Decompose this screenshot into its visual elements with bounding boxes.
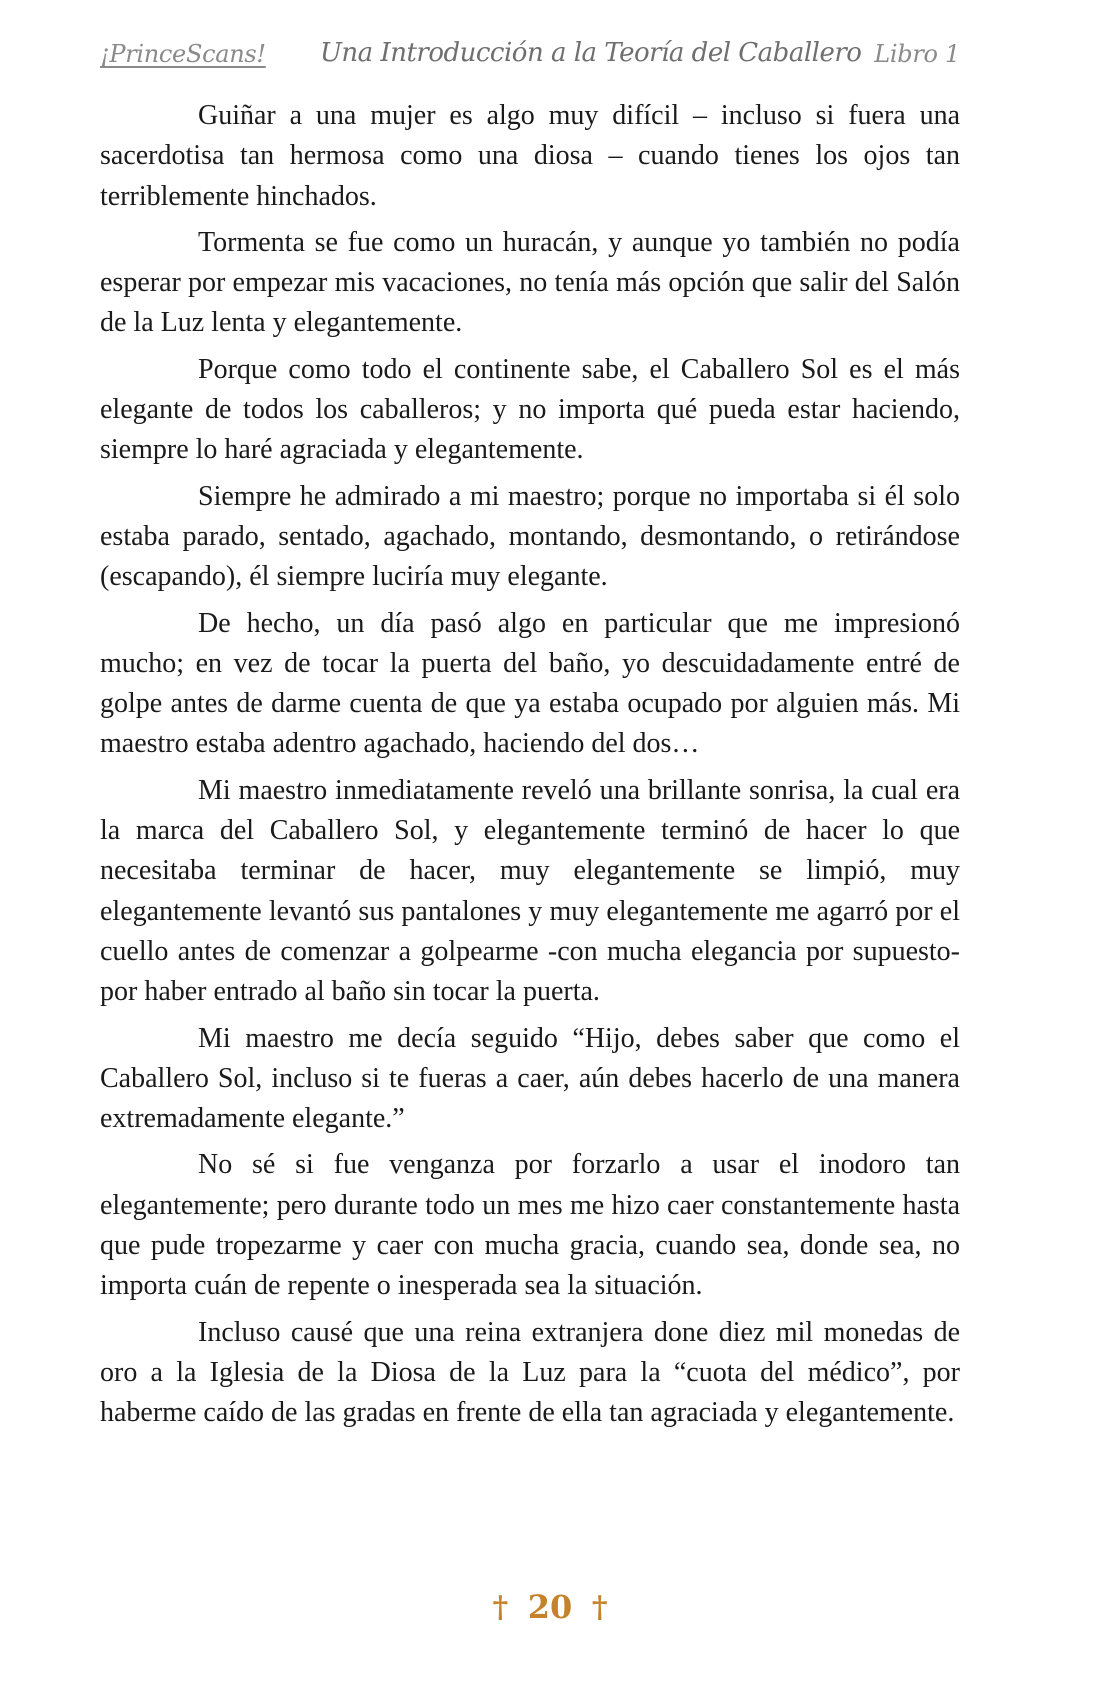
volume-label: Libro 1 (874, 40, 960, 68)
paragraph: Siempre he admirado a mi maestro; porque no importaba si él solo estaba parado, sentado, agachado, montando, desmontando, o retirándose (escapando), él siempre luciría muy elegante. (100, 480, 960, 593)
dagger-ornament-left-icon: † (492, 1589, 509, 1625)
paragraph: Guiñar a una mujer es algo muy difícil – incluso si fuera una sacerdotisa tan hermosa como una diosa – cuando tienes los ojos tan terriblemente hinchados. (100, 100, 960, 212)
book-title: Una Introducción a la Teoría del Caballero (320, 38, 862, 68)
paragraph: Mi maestro me decía seguido “Hijo, debes saber que como el Caballero Sol, incluso si te fueras a caer, aún debes hacerlo de una manera extremadamente elegante.” (100, 1022, 960, 1135)
paragraph: Tormenta se fue como un huracán, y aunque yo también no podía esperar por empezar mis vacaciones, no tenía más opción que salir del Salón de la Luz lenta y elegantemente. (100, 226, 960, 339)
paragraph: No sé si fue venganza por forzarlo a usar el inodoro tan elegantemente; pero durante todo un mes me hizo caer constantemente hasta que pude tropezarme y caer con mucha gracia, cuando sea, donde sea, no importa cuán de repente o inesperada sea la situación. (100, 1149, 960, 1302)
chapter-body (100, 96, 960, 1440)
page-header (100, 34, 960, 74)
paragraph: Porque como todo el continente sabe, el Caballero Sol es el más elegante de todos los caballeros; y no importa qué pueda estar haciendo, siempre lo haré agraciada y elegantemente. (100, 353, 960, 466)
paragraph: Incluso causé que una reina extranjera done diez mil monedas de oro a la Iglesia de la Diosa de la Luz para la “cuota del médico”, por haberme caído de las gradas en frente de ella tan agraciada y elegantemente. (100, 1316, 960, 1429)
dagger-ornament-right-icon: † (591, 1589, 608, 1625)
paragraph: Mi maestro inmediatamente reveló una brillante sonrisa, la cual era la marca del Caballero Sol, y elegantemente terminó de hacer lo que necesitaba terminar de hacer, muy elegantemente se limpió, muy elegantemente levantó sus pantalones y muy elegantemente me agarró por el cuello antes de comenzar a golpearme -con mucha elegancia por supuesto- por haber entrado al baño sin tocar la puerta. (100, 774, 960, 1008)
site-credit: ¡PrinceScans! (100, 40, 266, 68)
page-number: 20 (527, 1588, 573, 1626)
paragraph: De hecho, un día pasó algo en particular que me impresionó mucho; en vez de tocar la puerta del baño, yo descuidadamente entré de golpe antes de darme cuenta de que ya estaba ocupado por alguien más. Mi maestro estaba adentro agachado, haciendo del dos… (100, 607, 960, 760)
page-footer (0, 1588, 1100, 1626)
